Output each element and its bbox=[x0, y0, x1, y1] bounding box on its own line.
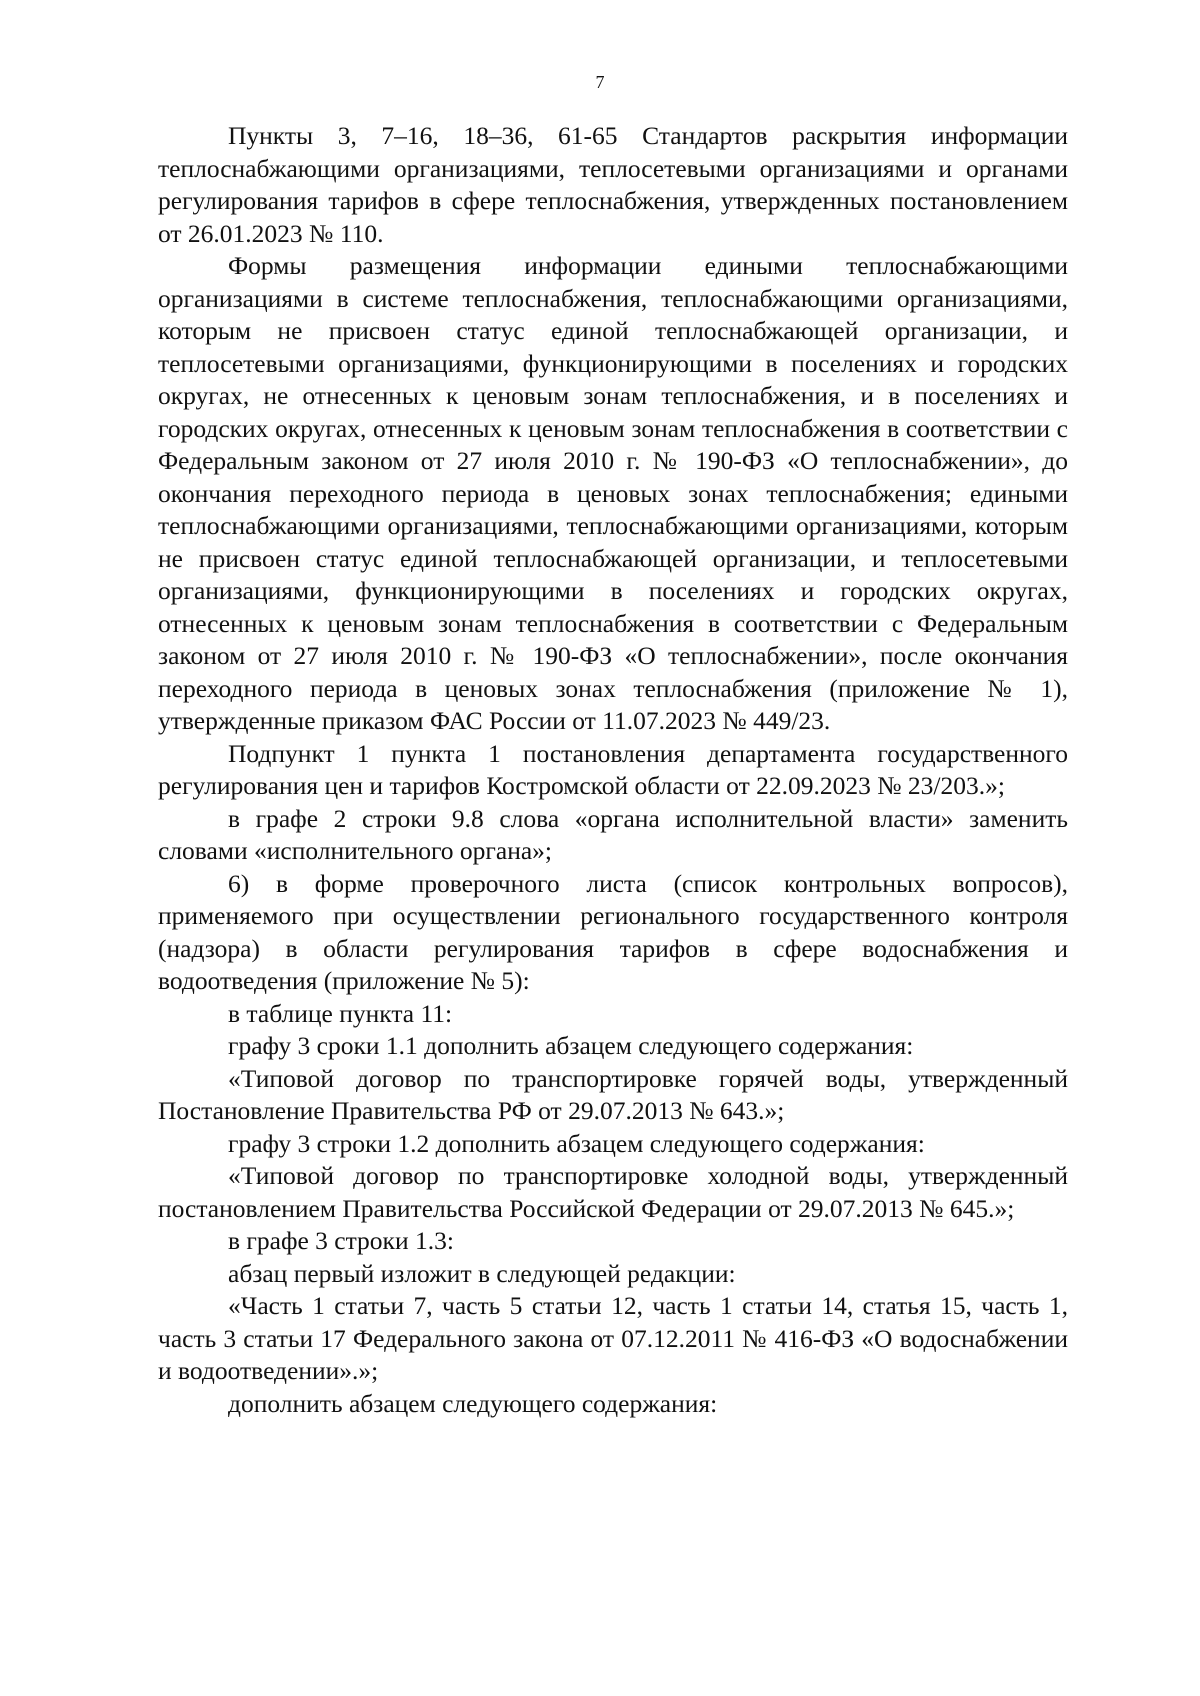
paragraph-row-1-1-addition: графу 3 сроки 1.1 дополнить абзацем следующего содержания: bbox=[228, 1031, 914, 1060]
paragraph-row-9-8-amendment: в графе 2 строки 9.8 слова «органа исполнительной власти» заменить словами «исполнительного органа»; bbox=[158, 803, 1068, 865]
paragraph-item-6-checklist: 6) в форме проверочного листа (список контрольных вопросов), применяемого при осуществлении регионального государственного контроля (надзора) в области регулирования тарифов в сфере водоснабжения и водоотведения (приложение № 5): bbox=[158, 868, 1068, 995]
page-number: 7 bbox=[595, 72, 605, 92]
paragraph-disclosure-standards: Пункты 3, 7–16, 18–36, 61-65 Стандартов раскрытия информации теплоснабжающими организациями, теплосетевыми организациями и органами регулирования тарифов в сфере теплоснабжения, утвержденных постановлением от 26.01.2023 № 110. bbox=[158, 121, 1068, 248]
paragraph-subclause-resolution: Подпункт 1 пункта 1 постановления департамента государственного регулирования цен и тарифов Костромской области от 22.09.2023 № 23/203.»; bbox=[158, 738, 1068, 800]
paragraph-add-abzac: дополнить абзацем следующего содержания: bbox=[228, 1388, 718, 1418]
paragraph-federal-law-416: «Часть 1 статьи 7, часть 5 статьи 12, часть 1 статьи 14, статья 15, часть 1, часть 3 статьи 17 Федерального закона от 07.12.2011 № 416-ФЗ «О водоснабжении и водоотведении».»; bbox=[158, 1291, 1068, 1385]
paragraph-row-1-2-addition: графу 3 строки 1.2 дополнить абзацем следующего содержания: bbox=[228, 1128, 925, 1158]
paragraph-cold-water-contract: «Типовой договор по транспортировке холодной воды, утвержденный постановлением Правительства Российской Федерации от 29.07.2013 № 645.»; bbox=[158, 1161, 1068, 1223]
paragraph-hot-water-contract: «Типовой договор по транспортировке горячей воды, утвержденный Постановление Правительства РФ от 29.07.2013 № 643.»; bbox=[158, 1063, 1068, 1125]
paragraph-row-1-3: в графе 3 строки 1.3: bbox=[228, 1226, 454, 1255]
paragraph-first-abzac-edit: абзац первый изложит в следующей редакции: bbox=[228, 1258, 736, 1288]
paragraph-information-forms: Формы размещения информации едиными теплоснабжающими организациями в системе теплоснабжения, теплоснабжающими организациями, которым не присвоен статус единой теплоснабжающей организации, и теплосетевыми организациями, функционирующими в поселениях и городских округах, не отнесенных к ценовым зонам теплоснабжения, и в поселениях и городских округах, отнесенных к ценовым зонам теплоснабжения в соответствии с Федеральным законом от 27 июля 2010 г. № 190-ФЗ «О теплоснабжении», до окончания переходного периода в ценовых зонах теплоснабжения; едиными теплоснабжающими организациями, теплоснабжающими организациями, которым не присвоен статус единой теплоснабжающей организации, и теплосетевыми организациями, функционирующими в поселениях и городских округах, отнесенных к ценовым зонам теплоснабжения в соответствии с Федеральным законом от 27 июля 2010 г. № 190-ФЗ «О теплоснабжении», после окончания переходного периода в ценовых зонах теплоснабжения (приложение № 1), утвержденные приказом ФАС России от 11.07.2023 № 449/23. bbox=[158, 251, 1068, 735]
paragraph-table-clause-11: в таблице пункта 11: bbox=[228, 998, 453, 1028]
document-body bbox=[158, 120, 1068, 1420]
